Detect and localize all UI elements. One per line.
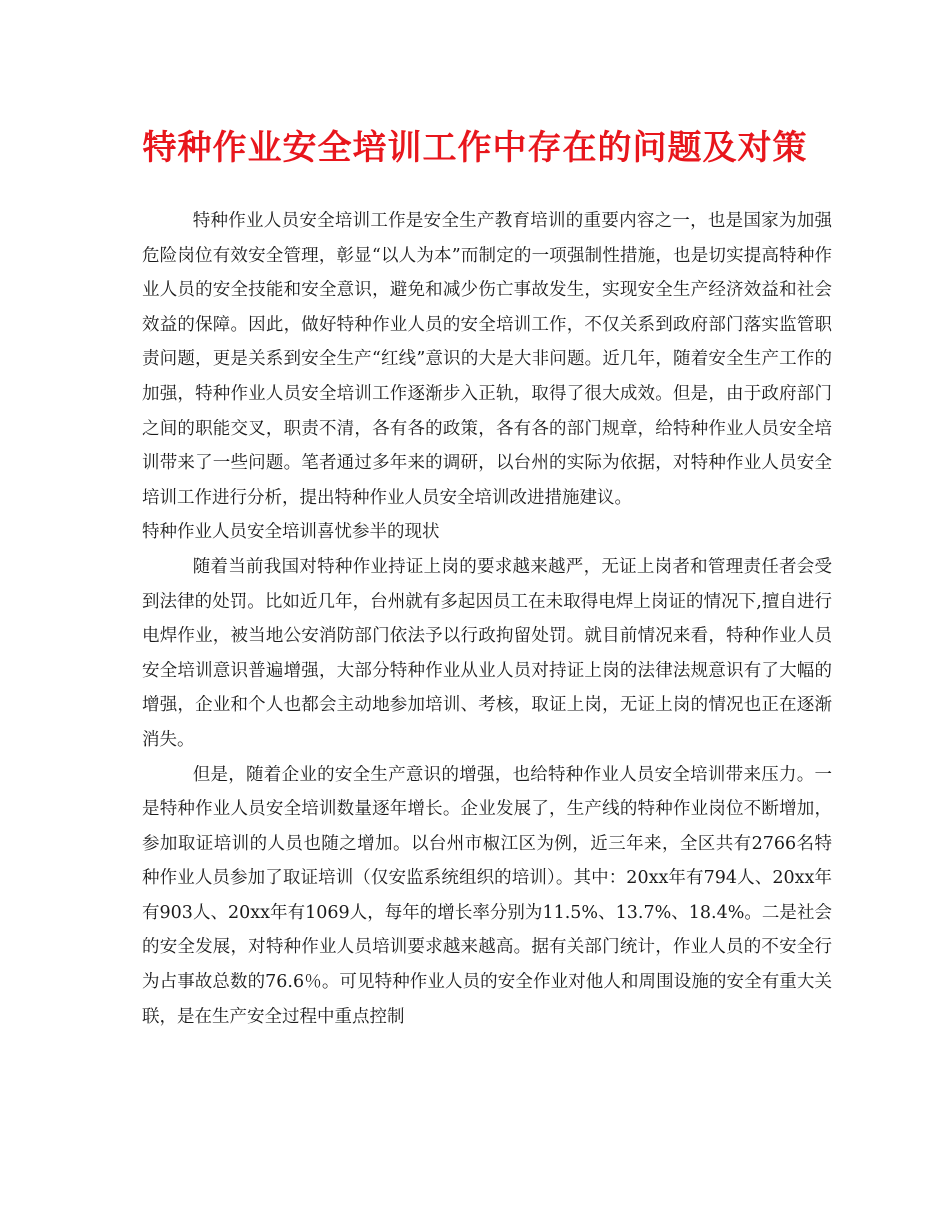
status-paragraph: 随着当前我国对特种作业持证上岗的要求越来越严，无证上岗者和管理责任者会受到法律的处罚。比如近几年，台州就有多起因员工在未取得电焊上岗证的情况下,擅自进行电焊作业，被当地公安消防部门依法予以行政拘留处罚。就目前情况来看，特种作业人员安全培训意识普遍增强，大部分特种作业从业人员对持证上岗的法律法规意识有了大幅的增强，企业和个人也都会主动地参加培训、考核，取证上岗，无证上岗的情况也正在逐渐消失。 — [142, 556, 832, 750]
intro-paragraph: 特种作业人员安全培训工作是安全生产教育培训的重要内容之一，也是国家为加强危险岗位有效安全管理，彰显“以人为本”而制定的一项强制性措施，也是切实提高特种作业人员的安全技能和安全意识，避免和减少伤亡事故发生，实现安全生产经济效益和社会效益的保障。因此，做好特种作业人员的安全培训工作，不仅关系到政府部门落实监管职责问题，更是关系到安全生产“红线”意识的大是大非问题。近几年，随着安全生产工作的加强，特种作业人员安全培训工作逐渐步入正轨，取得了很大成效。但是，由于政府部门之间的职能交叉，职责不清，各有各的政策，各有各的部门规章，给特种作业人员安全培训带来了一些问题。笔者通过多年来的调研，以台州的实际为依据，对特种作业人员安全培训工作进行分析，提出特种作业人员安全培训改进措施建议。 — [142, 211, 832, 508]
document-body — [142, 204, 832, 1034]
section-heading: 特种作业人员安全培训喜忧参半的现状 — [142, 522, 440, 543]
pressure-paragraph: 但是，随着企业的安全生产意识的增强，也给特种作业人员安全培训带来压力。一是特种作业人员安全培训数量逐年增长。企业发展了，生产线的特种作业岗位不断增加，参加取证培训的人员也随之增加。以台州市椒江区为例，近三年来，全区共有2766名特种作业人员参加了取证培训（仅安监系统组织的培训）。其中：20xx年有794人、20xx年有903人、20xx年有1069人，每年的增长率分别为11.5%、13.7%、18.4%。二是社会的安全发展，对特种作业人员培训要求越来越高。据有关部门统计，作业人员的不安全行为占事故总数的76.6％。可见特种作业人员的安全作业对他人和周围设施的安全有重大关联，是在生产安全过程中重点控制 — [142, 764, 832, 1027]
document-title: 特种作业安全培训工作中存在的问题及对策 — [142, 128, 808, 168]
